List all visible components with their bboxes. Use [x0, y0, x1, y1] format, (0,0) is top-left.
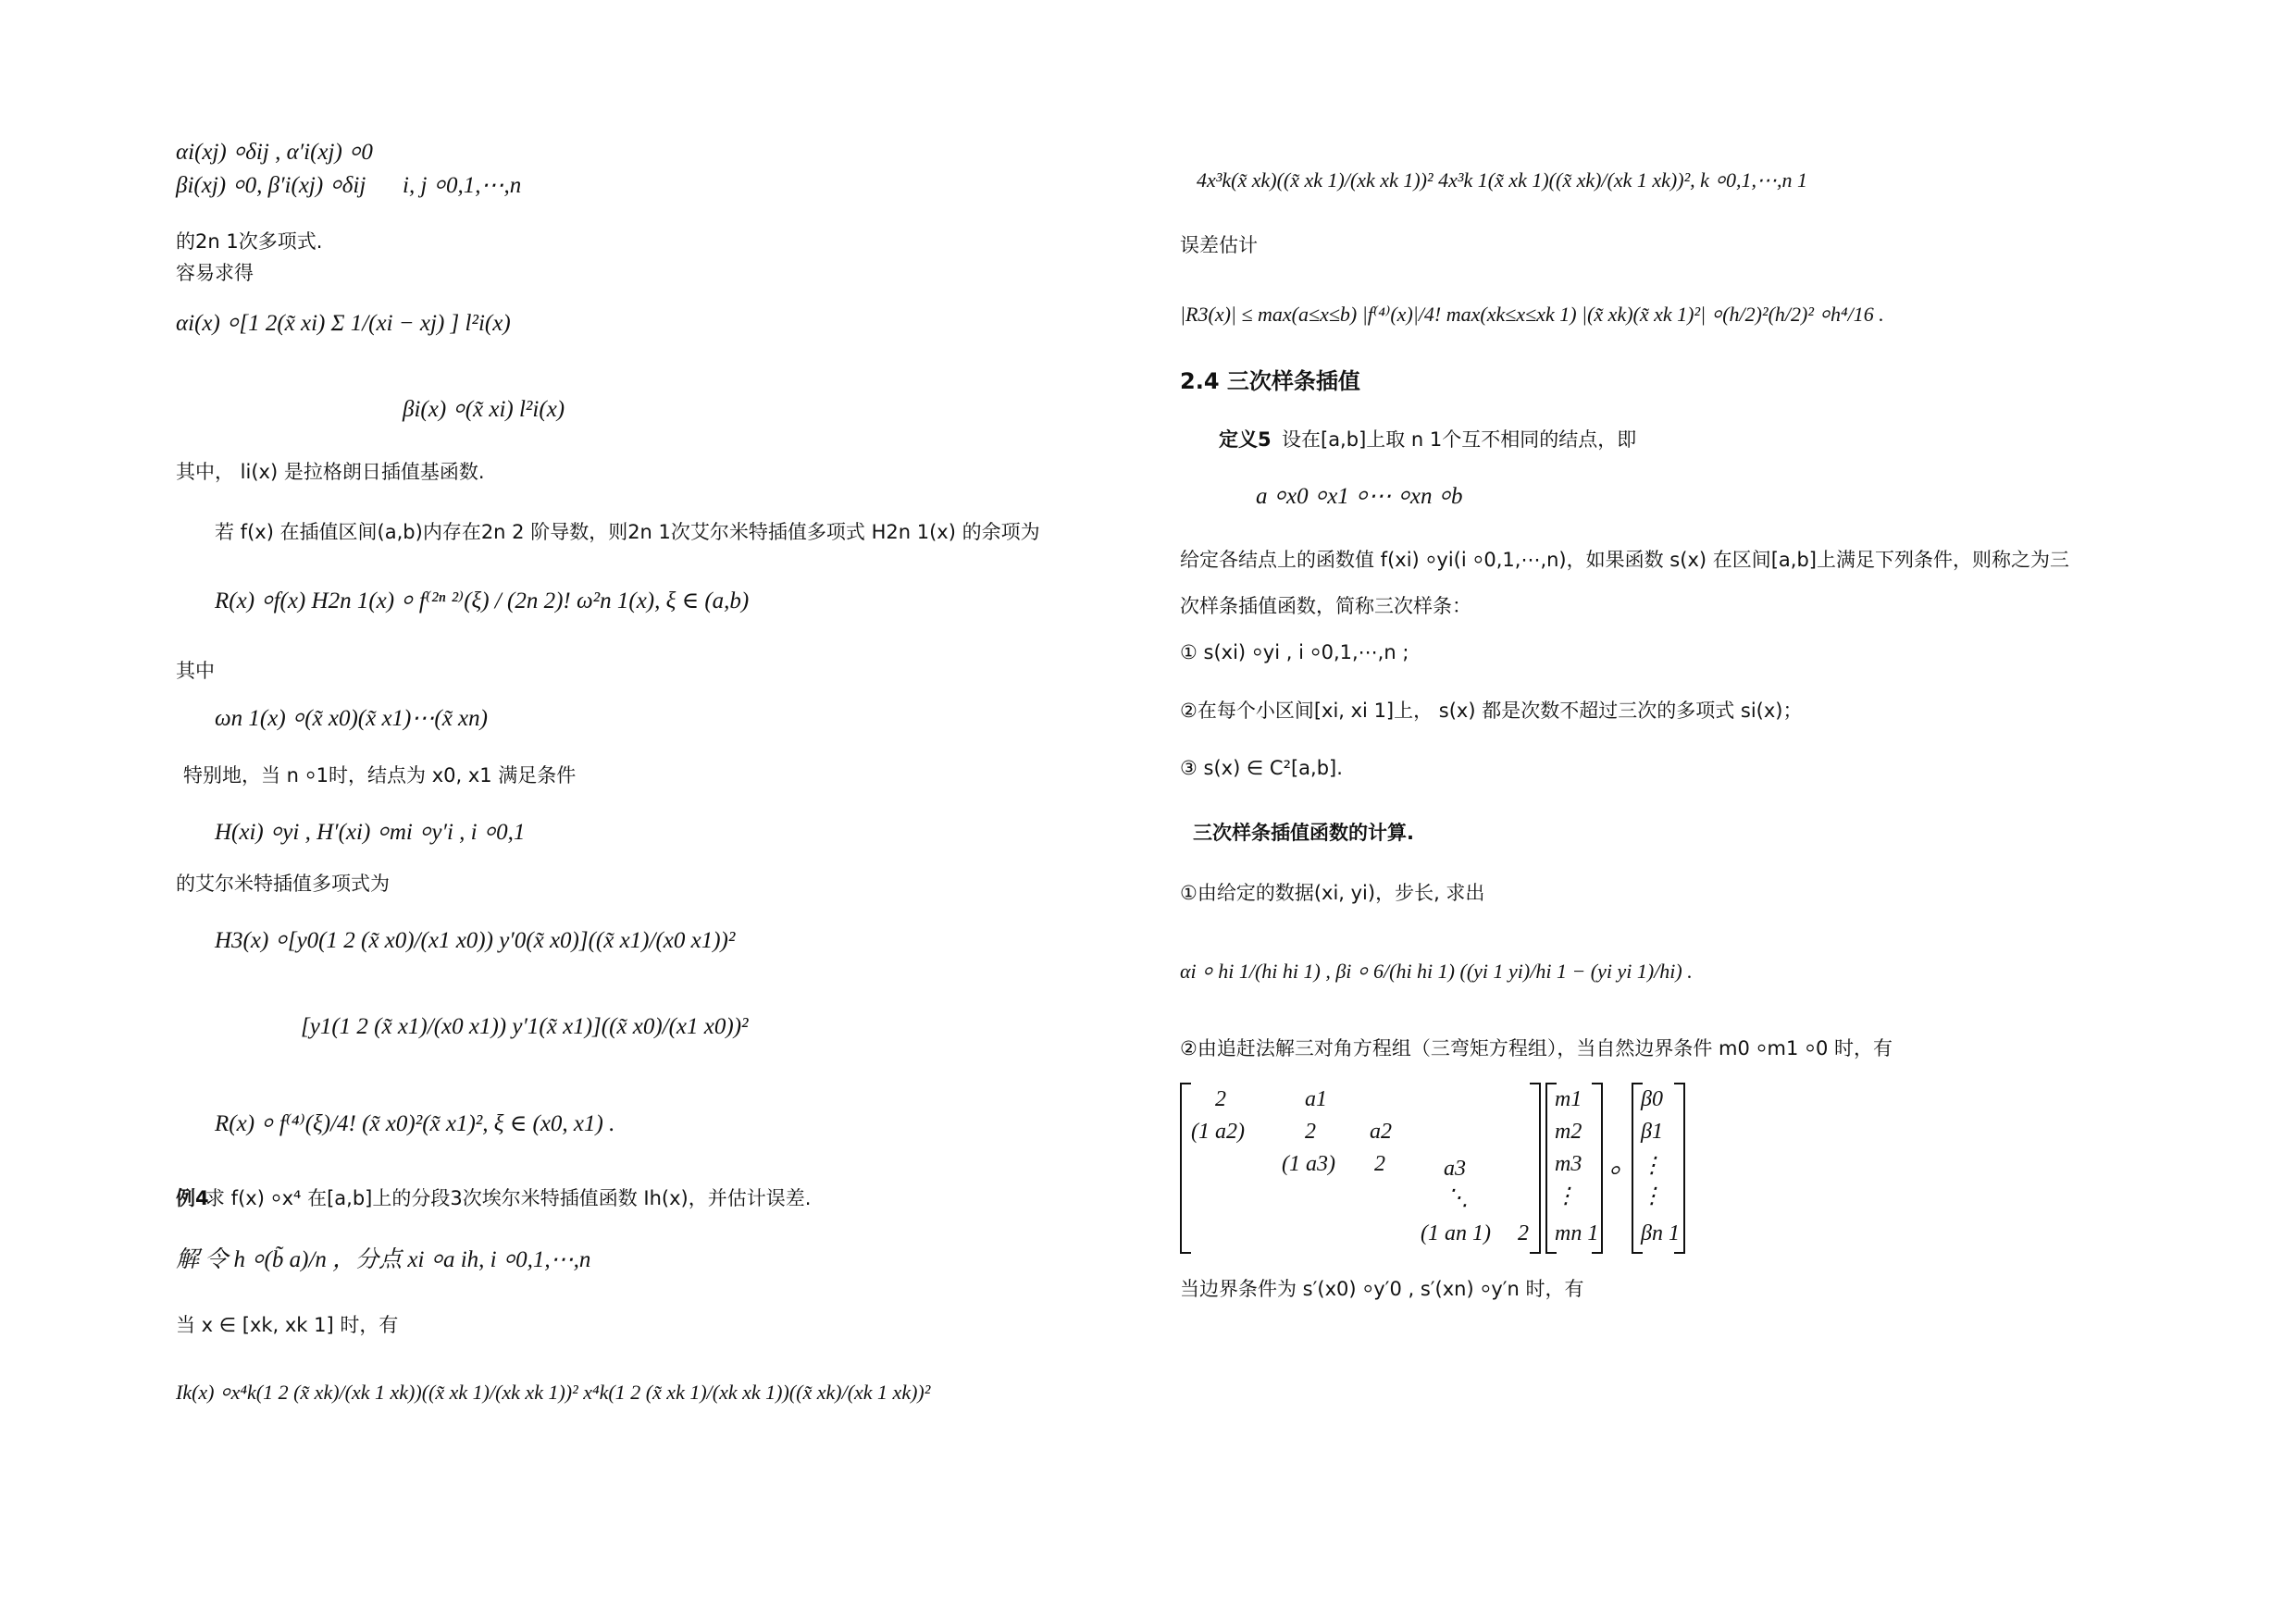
matrix-cell: a2	[1370, 1120, 1392, 1144]
condition-1: ① s(xi) ⸰yi , i ⸰0,1,⋯,n ;	[1180, 641, 1409, 663]
remainder-intro: 若 f(x) 在插值区间(a,b)内存在2n 2 阶导数，则2n 1次艾尔米特插值多项式 H2n 1(x) 的余项为	[215, 521, 1040, 543]
node-ordering: a ⸰x0 ⸰x1 ⸰⋯ ⸰xn ⸰b	[1256, 484, 1463, 509]
example-text: 求 f(x) ⸰x⁴ 在[a,b]上的分段3次埃尔米特插值函数 Ih(x)，并估计误差.	[205, 1187, 812, 1209]
condition-3: ③ s(x) ∈ C²[a,b].	[1180, 757, 1343, 779]
matrix-cell: a3	[1444, 1157, 1466, 1181]
spline-def-line2: 次样条插值函数，简称三次样条：	[1180, 595, 1471, 617]
beta-vector	[1632, 1083, 1685, 1254]
beta-formula: βi(x) ⸰(x̃ xi) l²i(x)	[403, 397, 565, 422]
hermite-condition: H(xi) ⸰yi , H′(xi) ⸰mi ⸰y′i , i ⸰0,1	[215, 820, 526, 845]
matrix-cell: 2	[1215, 1087, 1226, 1111]
interval-text: 当 x ∈ [xk, xk 1] 时，有	[176, 1314, 399, 1336]
h3-formula-line1: H3(x) ⸰[y0(1 2 (x̃ x0)/(x1 x0)) y′0(x̃ x0)]((x̃ x1)/(x0 x1))²	[215, 928, 736, 953]
step-1-text: ①由给定的数据(xi, yi)，步长, 求出	[1180, 882, 1485, 904]
vector-cell: m1	[1555, 1087, 1582, 1111]
vector-cell: m3	[1555, 1152, 1582, 1176]
boundary-condition-text: 当边界条件为 s′(x0) ⸰y′0 , s′(xn) ⸰y′n 时，有	[1180, 1278, 1584, 1300]
vector-cell: mn 1	[1555, 1221, 1599, 1245]
right-bracket	[1530, 1083, 1541, 1254]
matrix-cell: ⋱	[1446, 1186, 1469, 1210]
left-bracket	[1180, 1083, 1191, 1254]
vector-cell: βn 1	[1641, 1221, 1680, 1245]
vector-cell: ⋮	[1641, 1184, 1663, 1208]
tridiagonal-matrix	[1180, 1083, 1541, 1254]
vector-cell: β1	[1641, 1120, 1663, 1144]
matrix-cell: 2	[1374, 1152, 1385, 1176]
easy-to-get-text: 容易求得	[176, 262, 254, 284]
degree-text: 的2n 1次多项式.	[176, 230, 323, 253]
alpha-condition: αi(xj) ⸰δij , α′i(xj) ⸰0	[176, 140, 373, 165]
vector-cell: ⋮	[1641, 1154, 1663, 1178]
where-text: 其中	[176, 660, 215, 682]
matrix-cell: 2	[1518, 1221, 1529, 1245]
lagrange-note: 其中， li(x) 是拉格朗日插值基函数.	[176, 461, 485, 483]
m-vector	[1545, 1083, 1603, 1254]
matrix-cell: a1	[1305, 1087, 1327, 1111]
error-bound-formula: |R3(x)| ≤ max(a≤x≤b) |f⁽⁴⁾(x)|/4! max(xk≤x≤xk 1) |(x̃ xk)(x̃ xk 1)²| ⸰(h/2)²(h/2)² ⸰h⁴/16 .	[1180, 303, 1884, 326]
omega-formula: ωn 1(x) ⸰(x̃ x0)(x̃ x1)⋯(x̃ xn)	[215, 706, 488, 731]
subsection-heading: 三次样条插值函数的计算.	[1193, 822, 1414, 844]
definition-label: 定义5	[1219, 428, 1272, 451]
matrix-cell: 2	[1305, 1120, 1316, 1144]
solution-text: 解 令 h ⸰(b̃ a)/n ，分点 xi ⸰a ih, i ⸰0,1,⋯,n	[176, 1247, 591, 1272]
definition-text: 设在[a,b]上取 n 1个互不相同的结点，即	[1282, 428, 1637, 451]
r-formula: R(x) ⸰ f⁽⁴⁾(ξ)/4! (x̃ x0)²(x̃ x1)², ξ ∈ (x0, x1) .	[215, 1111, 615, 1136]
index-range: i, j ⸰0,1,⋯,n	[403, 173, 522, 198]
ik-formula-cont: 4x³k(x̃ xk)((x̃ xk 1)/(xk xk 1))² 4x³k 1(x̃ xk 1)((x̃ xk)/(xk 1 xk))², k ⸰0,1,⋯,n 1	[1197, 168, 1808, 192]
beta-condition: βi(xj) ⸰0, β′i(xj) ⸰δij	[176, 173, 366, 198]
h3-formula-line2: [y1(1 2 (x̃ x1)/(x0 x1)) y′1(x̃ x1)]((x̃ x0)/(x1 x0))²	[301, 1014, 749, 1039]
equals-sign: ⸰	[1607, 1159, 1620, 1183]
special-case-text: 特别地，当 n ⸰1时，结点为 x0, x1 满足条件	[183, 764, 577, 787]
condition-2: ②在每个小区间[xi, xi 1]上， s(x) 都是次数不超过三次的多项式 si(x)；	[1180, 700, 1803, 722]
alpha-beta-formula: αi ⸰ hi 1/(hi hi 1) , βi ⸰ 6/(hi hi 1) ((yi 1 yi)/hi 1 − (yi yi 1)/hi) .	[1180, 960, 1693, 983]
matrix-cell: (1 a2)	[1191, 1120, 1245, 1144]
error-estimate-title: 误差估计	[1180, 234, 1258, 256]
ik-formula: Ik(x) ⸰x⁴k(1 2 (x̃ xk)/(xk 1 xk))((x̃ xk 1)/(xk xk 1))² x⁴k(1 2 (x̃ xk 1)/(xk xk 1))((x̃ xk)/(xk 1 xk))²	[176, 1381, 931, 1404]
vector-cell: m2	[1555, 1120, 1582, 1144]
step-2-text: ②由追赶法解三对角方程组（三弯矩方程组），当自然边界条件 m0 ⸰m1 ⸰0 时，有	[1180, 1037, 1893, 1059]
remainder-formula: R(x) ⸰f(x) H2n 1(x) ⸰ f⁽²ⁿ ²⁾(ξ) / (2n 2)! ω²n 1(x), ξ ∈ (a,b)	[215, 588, 750, 613]
spline-def-line1: 给定各结点上的函数值 f(xi) ⸰yi(i ⸰0,1,⋯,n)，如果函数 s(x) 在区间[a,b]上满足下列条件，则称之为三	[1180, 549, 2069, 571]
alpha-formula: αi(x) ⸰[1 2(x̃ xi) Σ 1/(xi − xj) ] l²i(x)	[176, 311, 511, 336]
hermite-poly-intro: 的艾尔米特插值多项式为	[176, 873, 390, 895]
vector-cell: β0	[1641, 1087, 1663, 1111]
matrix-cell: (1 an 1)	[1421, 1221, 1491, 1245]
section-heading: 2.4 三次样条插值	[1180, 368, 1360, 394]
vector-cell: ⋮	[1555, 1184, 1577, 1208]
example-label: 例4	[176, 1187, 209, 1209]
matrix-cell: (1 a3)	[1282, 1152, 1335, 1176]
